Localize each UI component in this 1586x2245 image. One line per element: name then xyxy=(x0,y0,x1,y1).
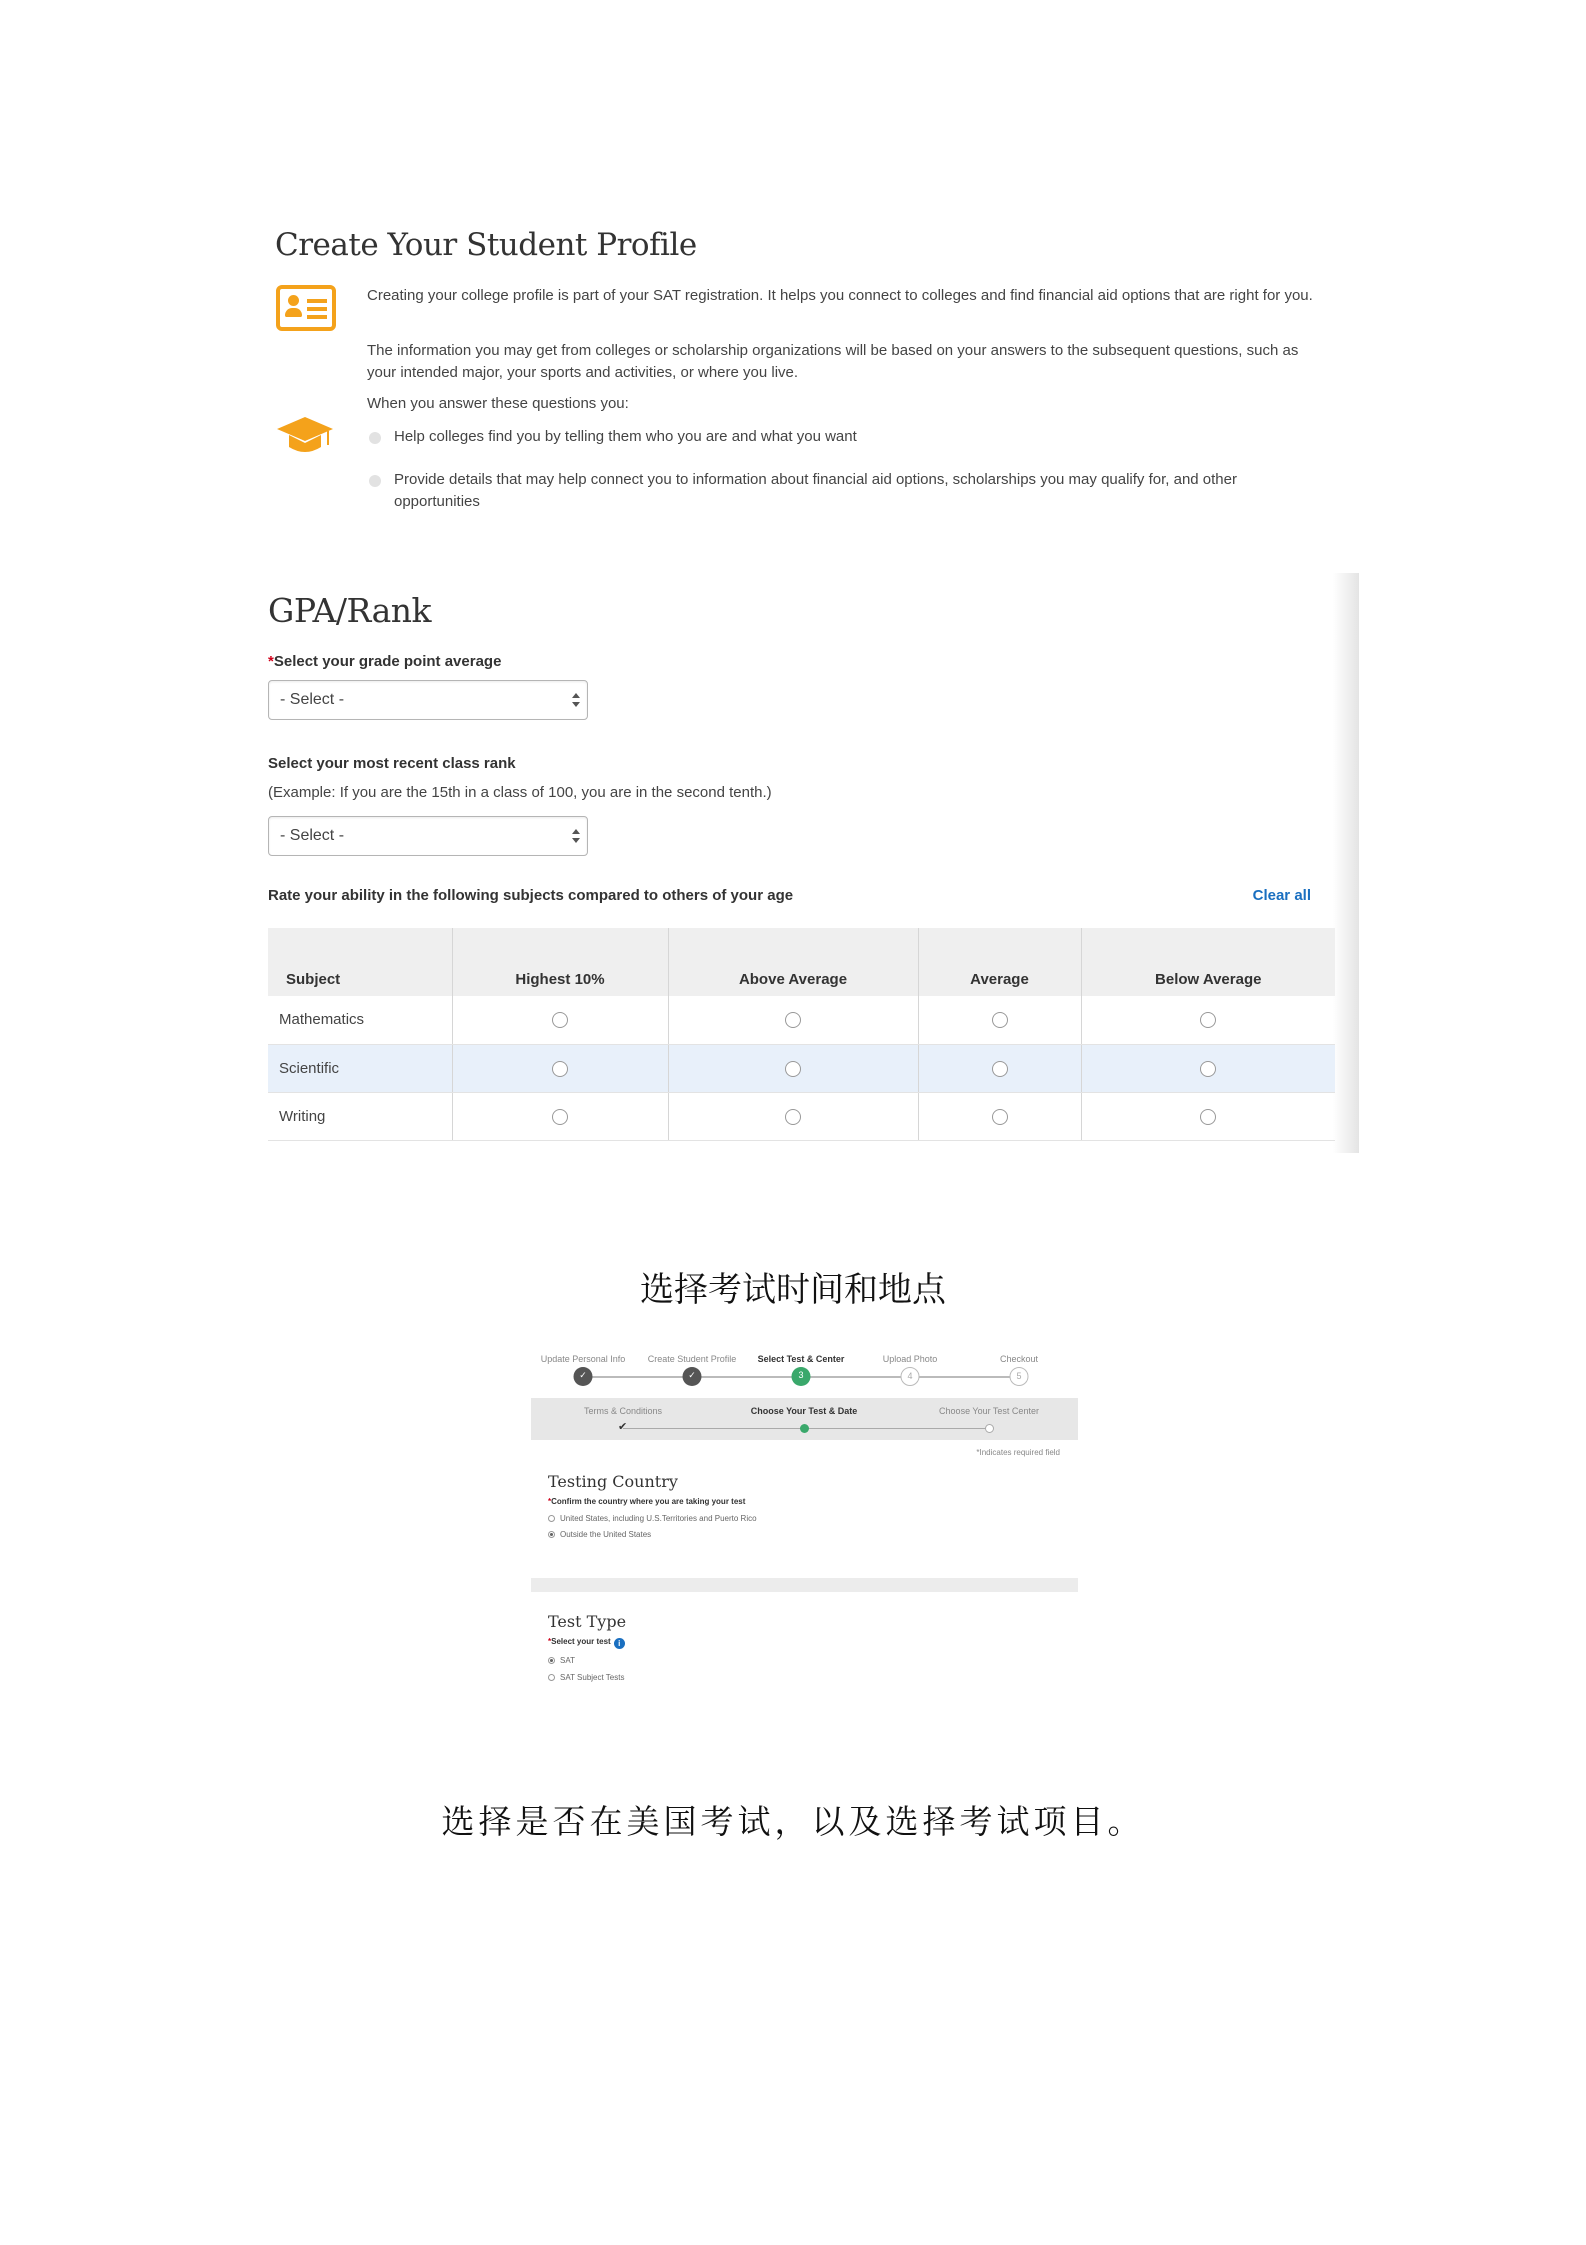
profile-card-icon xyxy=(276,285,336,331)
table-row xyxy=(268,996,1335,1044)
rating-radio[interactable] xyxy=(1200,1012,1216,1028)
testing-country-title: Testing Country xyxy=(548,1472,678,1491)
rank-label: Select your most recent class rank xyxy=(268,755,516,772)
info-icon[interactable]: i xyxy=(614,1638,625,1649)
subject-cell: Mathematics xyxy=(268,996,452,1044)
graduation-cap-icon xyxy=(276,413,334,459)
scrollbar-shade xyxy=(1333,573,1359,1153)
bullet-icon xyxy=(369,475,381,487)
step-todo-dot: 4 xyxy=(901,1367,920,1386)
required-note: *Indicates required field xyxy=(976,1448,1060,1457)
radio-icon xyxy=(548,1674,555,1681)
step-label: Upload Photo xyxy=(882,1354,938,1364)
profile-info-text: The information you may get from colleges or scholarship organizations will be based on your answers to the subsequent questions, such as your intended major, your sports and activities, or where you live. xyxy=(367,342,1299,381)
step-label: Create Student Profile xyxy=(647,1354,737,1364)
gpa-label: *Select your grade point average xyxy=(268,653,502,670)
substep-current-dot xyxy=(800,1424,809,1433)
column-header: Below Average xyxy=(1081,928,1335,996)
radio-selected-icon xyxy=(548,1531,555,1538)
select-arrows-icon xyxy=(571,690,581,710)
rank-select[interactable] xyxy=(268,816,588,856)
profile-answer-text: When you answer these questions you: xyxy=(367,395,629,412)
test-option-sat[interactable]: SAT xyxy=(548,1656,575,1665)
test-option-subject[interactable]: SAT Subject Tests xyxy=(548,1673,624,1682)
radio-icon xyxy=(548,1515,555,1522)
profile-title: Create Your Student Profile xyxy=(275,227,697,263)
subject-rating-table xyxy=(268,928,1335,1141)
table-row xyxy=(268,1092,1335,1140)
rating-radio[interactable] xyxy=(552,1012,568,1028)
rating-radio[interactable] xyxy=(992,1012,1008,1028)
step-todo-dot: 5 xyxy=(1010,1367,1029,1386)
step-label: Select Test & Center xyxy=(757,1354,845,1364)
rating-radio[interactable] xyxy=(785,1012,801,1028)
subject-cell: Scientific xyxy=(268,1044,452,1092)
country-option-us[interactable]: United States, including U.S.Territories and Puerto Rico xyxy=(548,1514,757,1523)
subject-cell: Writing xyxy=(268,1092,452,1140)
radio-selected-icon xyxy=(548,1657,555,1664)
rate-label: Rate your ability in the following subjects compared to others of your age xyxy=(268,887,794,904)
rank-hint: (Example: If you are the 15th in a class of 100, you are in the second tenth.) xyxy=(268,784,772,801)
country-label: *Confirm the country where you are taking your test xyxy=(548,1497,746,1506)
rating-radio[interactable] xyxy=(1200,1061,1216,1077)
substep-bar xyxy=(531,1398,1078,1440)
test-center-screenshot xyxy=(531,1340,1078,1696)
gpa-rank-screenshot xyxy=(256,573,1359,1153)
profile-intro-text: Creating your college profile is part of your SAT registration. It helps you connect to colleges and find financial aid options that are right for you. xyxy=(367,287,1313,304)
substep-label: Terms & Conditions xyxy=(583,1406,663,1416)
rank-select-value: - Select - xyxy=(280,827,345,844)
test-type-title: Test Type xyxy=(548,1612,627,1631)
step-label: Checkout xyxy=(999,1354,1039,1364)
column-header: Subject xyxy=(268,928,452,996)
gpa-title: GPA/Rank xyxy=(268,591,432,630)
country-option-outside[interactable]: Outside the United States xyxy=(548,1530,651,1539)
rating-radio[interactable] xyxy=(992,1109,1008,1125)
substep-label: Choose Your Test Center xyxy=(939,1406,1039,1416)
profile-bullet-2: Provide details that may help connect you to information about financial aid options, scholarships you may qualify for, and other opportunities xyxy=(394,471,1237,510)
rating-radio[interactable] xyxy=(1200,1109,1216,1125)
rating-radio[interactable] xyxy=(785,1061,801,1077)
step-check-icon: ✓ xyxy=(683,1367,702,1386)
substep-label: Choose Your Test & Date xyxy=(750,1406,858,1416)
column-header: Average xyxy=(918,928,1081,996)
caption-country-test-type: 选择是否在美国考试，以及选择考试项目。 xyxy=(441,1802,1145,1841)
select-arrows-icon xyxy=(571,826,581,846)
student-profile-screenshot xyxy=(262,215,1356,567)
column-header: Highest 10% xyxy=(452,928,668,996)
step-label: Update Personal Info xyxy=(540,1354,626,1364)
rating-radio[interactable] xyxy=(785,1109,801,1125)
substep-todo-dot xyxy=(985,1424,994,1433)
rating-radio[interactable] xyxy=(552,1061,568,1077)
table-row xyxy=(268,1044,1335,1092)
gpa-select[interactable] xyxy=(268,680,588,720)
section-divider xyxy=(531,1578,1078,1592)
caption-test-time-location: 选择考试时间和地点 xyxy=(640,1270,946,1310)
bullet-icon xyxy=(369,432,381,444)
column-header: Above Average xyxy=(668,928,918,996)
profile-bullet-1: Help colleges find you by telling them who you are and what you want xyxy=(394,428,857,445)
substep-check-icon: ✔ xyxy=(618,1421,628,1433)
rating-radio[interactable] xyxy=(992,1061,1008,1077)
gpa-select-value: - Select - xyxy=(280,691,345,708)
clear-all-link[interactable]: Clear all xyxy=(1252,887,1311,904)
step-current-dot: 3 xyxy=(792,1367,811,1386)
test-type-label: *Select your test i xyxy=(548,1637,625,1649)
step-check-icon: ✓ xyxy=(574,1367,593,1386)
rating-radio[interactable] xyxy=(552,1109,568,1125)
